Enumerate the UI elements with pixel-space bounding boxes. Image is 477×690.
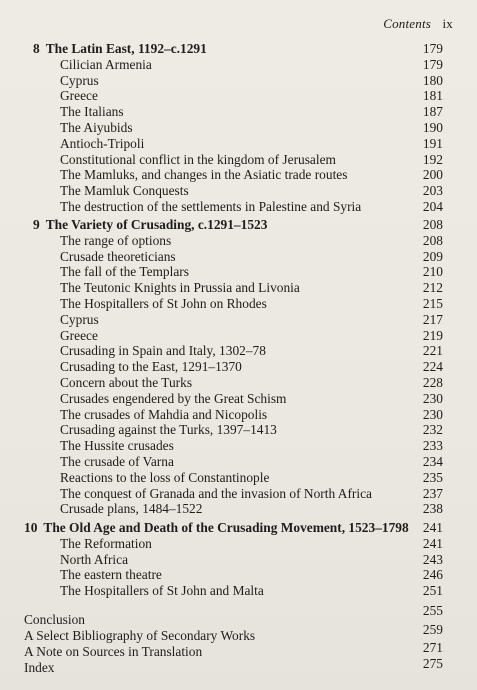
page-number: 192	[422, 151, 443, 167]
page-number: 221	[422, 343, 443, 359]
entry-title: The Teutonic Knights in Prussia and Livonia	[60, 280, 300, 296]
entry-title: A Select Bibliography of Secondary Works	[24, 628, 256, 643]
section-entry	[60, 375, 443, 391]
section-entry	[60, 486, 443, 502]
page-number: 259	[422, 622, 443, 637]
page-number: 204	[422, 199, 443, 214]
entry-title: Antioch-Tripoli	[60, 135, 145, 151]
entry-title: The Reformation	[60, 535, 152, 551]
section-entry	[60, 552, 443, 568]
section-entry	[60, 249, 443, 265]
entry-title: Reactions to the loss of Constantinople	[60, 469, 270, 485]
page-number: 241	[422, 520, 443, 535]
entry-title: The eastern theatre	[60, 567, 162, 583]
entry-title: The Hospitallers of St John and Malta	[60, 583, 264, 599]
running-header-page-number: ix	[442, 16, 453, 31]
back-matter-entry	[24, 640, 443, 660]
page-number: 180	[422, 72, 443, 88]
entry-title: Conclusion	[24, 612, 86, 627]
entry-title: Cilician Armenia	[60, 56, 152, 72]
entry-title: Greece	[60, 327, 98, 343]
entry-title: Index	[24, 660, 55, 675]
section-entry	[60, 454, 443, 470]
entry-title: Crusading against the Turks, 1397–1413	[60, 422, 277, 438]
chapter-title	[33, 217, 267, 233]
page-number: 235	[422, 469, 443, 485]
chapter-number: 10	[24, 520, 38, 535]
section-entry	[60, 583, 443, 599]
section-entry	[60, 233, 443, 249]
entry-title: The destruction of the settlements in Palestine and Syria	[60, 199, 362, 214]
entry-title: Crusade plans, 1484–1522	[60, 501, 203, 517]
page-number: 271	[422, 640, 443, 655]
page-number: 200	[422, 167, 443, 183]
page-number: 224	[422, 359, 443, 375]
page-number: 228	[422, 375, 443, 390]
page-number: 233	[422, 438, 443, 454]
section-entry	[60, 57, 443, 73]
page-number: 190	[422, 120, 443, 135]
page-number: 255	[422, 603, 443, 618]
section-entry	[60, 199, 443, 215]
section-entry	[60, 391, 443, 407]
entry-title: The Italians	[60, 104, 124, 120]
running-header-title: Contents	[383, 16, 432, 31]
page-number: 203	[422, 183, 443, 199]
section-entry	[60, 104, 443, 120]
page-number: 217	[422, 311, 443, 327]
entry-title: Crusades engendered by the Great Schism	[60, 390, 287, 406]
section-entry	[60, 501, 443, 517]
entry-title: Crusade theoreticians	[60, 248, 176, 264]
section-entry	[60, 438, 443, 454]
entry-title: The Mamluks, and changes in the Asiatic trade routes	[60, 167, 348, 183]
page-number: 230	[422, 406, 443, 422]
chapter-heading	[24, 520, 443, 536]
entry-title: Constitutional conflict in the kingdom of Jerusalem	[60, 151, 336, 167]
page-number: 275	[422, 656, 443, 671]
page-number: 215	[422, 296, 443, 311]
entry-title: A Note on Sources in Translation	[24, 644, 203, 659]
page-number: 208	[422, 217, 443, 232]
section-entry	[60, 152, 443, 168]
chapter-title-text: The Old Age and Death of the Crusading Movement, 1523–1798	[43, 520, 409, 535]
entry-title: The crusades of Mahdia and Nicopolis	[60, 406, 268, 422]
section-entry	[60, 136, 443, 152]
section-entry	[60, 88, 443, 104]
entry-title: Greece	[60, 88, 98, 104]
page-number: 219	[422, 327, 443, 343]
section-entry	[60, 567, 443, 583]
entry-title: The Aiyubids	[60, 120, 133, 135]
chapter-title	[24, 520, 409, 536]
entry-title: The range of options	[60, 232, 172, 248]
running-header	[383, 16, 453, 32]
entry-title: The fall of the Templars	[60, 264, 189, 280]
section-entry	[60, 422, 443, 438]
section-entry	[60, 280, 443, 296]
chapter-title-text: The Latin East, 1192–c.1291	[45, 41, 207, 56]
page-number: 209	[422, 248, 443, 264]
entry-title: Concern about the Turks	[60, 375, 193, 390]
page-number: 179	[422, 56, 443, 72]
chapter-heading	[33, 41, 443, 57]
entry-title: The crusade of Varna	[60, 454, 174, 469]
page-number: 210	[422, 264, 443, 280]
entry-title: North Africa	[60, 551, 129, 567]
entry-title: Cyprus	[60, 72, 99, 88]
back-matter-entry	[24, 656, 443, 676]
section-entry	[60, 167, 443, 183]
page-number: 251	[422, 583, 443, 599]
page-number: 241	[422, 535, 443, 551]
section-entry	[60, 120, 443, 136]
chapter-number: 8	[33, 41, 40, 56]
section-entry	[60, 359, 443, 375]
page-number: 234	[422, 454, 443, 469]
chapter-heading	[33, 217, 443, 233]
section-entry	[60, 296, 443, 312]
page-number: 238	[422, 501, 443, 517]
entry-title: Crusading in Spain and Italy, 1302–78	[60, 343, 266, 359]
section-entry	[60, 343, 443, 359]
section-entry	[60, 73, 443, 89]
page-number: 243	[422, 551, 443, 567]
page-number: 232	[422, 422, 443, 438]
page-number: 191	[422, 135, 443, 151]
page-number: 246	[422, 567, 443, 583]
section-entry	[60, 470, 443, 486]
section-entry	[60, 264, 443, 280]
page-number: 179	[422, 41, 443, 56]
page-number: 230	[422, 390, 443, 406]
entry-title: The Hospitallers of St John on Rhodes	[60, 296, 267, 311]
page-number: 208	[422, 232, 443, 248]
section-entry	[60, 312, 443, 328]
entry-title: Cyprus	[60, 311, 99, 327]
back-matter-entry	[24, 622, 443, 644]
page-number: 181	[422, 88, 443, 104]
entry-title: The Hussite crusades	[60, 438, 174, 454]
section-entry	[60, 407, 443, 423]
page-number: 187	[422, 104, 443, 120]
section-entry	[60, 183, 443, 199]
chapter-number: 9	[33, 217, 40, 232]
section-entry	[60, 328, 443, 344]
section-entry	[60, 536, 443, 552]
back-matter-entry	[24, 603, 443, 628]
entry-title: The Mamluk Conquests	[60, 183, 189, 199]
chapter-title	[33, 41, 207, 57]
entry-title: Crusading to the East, 1291–1370	[60, 359, 242, 375]
entry-title: The conquest of Granada and the invasion of North Africa	[60, 485, 372, 501]
page-number: 237	[422, 485, 443, 501]
chapter-title-text: The Variety of Crusading, c.1291–1523	[45, 217, 268, 232]
page-number: 212	[422, 280, 443, 296]
